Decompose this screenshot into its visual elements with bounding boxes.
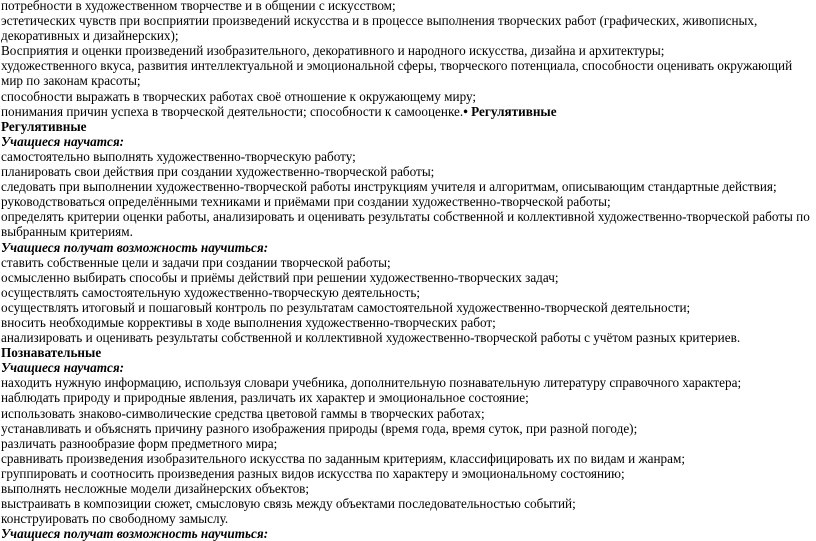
list-item: самостоятельно выполнять художественно-творческую работу; bbox=[1, 148, 356, 164]
list-item: вносить необходимые коррективы в ходе выполнения художественно-творческих работ; bbox=[1, 314, 496, 330]
subheading-opportunity: Учащиеся получат возможность научиться: bbox=[1, 526, 269, 541]
subheading-learn: Учащиеся научатся: bbox=[1, 360, 125, 376]
list-item: осуществлять итоговый и пошаговый контроль по результатам самостоятельной художественно-творческой деятельности; bbox=[1, 299, 691, 315]
section-heading-regulative: Регулятивные bbox=[1, 118, 87, 134]
text-fragment: понимания причин успеха в творческой деятельности; способности к самооценке. bbox=[1, 103, 464, 119]
text-line: способности выражать в творческих работах своё отношение к окружающему миру; bbox=[1, 88, 477, 104]
subheading-learn: Учащиеся научатся: bbox=[1, 133, 125, 149]
text-line: Восприятия и оценки произведений изобразительного, декоративного и народного искусства, дизайна и архитектуры; bbox=[1, 43, 665, 59]
text-line: потребности в художественном творчестве и в общении с искусством; bbox=[1, 0, 396, 13]
list-item: осуществлять самостоятельную художественно-творческую деятельность; bbox=[1, 284, 421, 300]
list-item: наблюдать природу и природные явления, различать их характер и эмоциональное состояние; bbox=[1, 390, 529, 406]
list-item: группировать и соотносить произведения разных видов искусства по характеру и эмоциональному состоянию; bbox=[1, 465, 625, 481]
list-item: конструировать по свободному замыслу. bbox=[1, 511, 229, 527]
list-item: выстраивать в композиции сюжет, смысловую связь между объектами последовательностью событий; bbox=[1, 496, 576, 512]
list-item: находить нужную информацию, используя словари учебника, дополнительную познавательную литературу справочного характера; bbox=[1, 375, 742, 391]
inline-heading: Регулятивные bbox=[467, 103, 557, 119]
list-item: планировать свои действия при создании художественно-творческой работы; bbox=[1, 164, 435, 180]
list-item: устанавливать и объяснять причину разного изображения природы (время года, время суток, при разной погоде); bbox=[1, 420, 638, 436]
list-item: анализировать и оценивать результаты собственной и коллективной художественно-творческой работы с учётом разных критериев. bbox=[1, 330, 741, 346]
document-page bbox=[1, 0, 813, 541]
list-item: сравнивать произведения изобразительного искусства по заданным критериям, классифицировать их по видам и жанрам; bbox=[1, 450, 685, 466]
text-line-with-inline-heading bbox=[1, 104, 813, 119]
list-item: выполнять несложные модели дизайнерских объектов; bbox=[1, 481, 310, 496]
list-item: определять критерии оценки работы, анализировать и оценивать результаты собственной и коллективной художественно-творческой работы по выбранным критериям. bbox=[1, 209, 810, 240]
subheading-opportunity: Учащиеся получат возможность научиться: bbox=[1, 239, 269, 255]
list-item: руководствоваться определёнными техниками и приёмами при создании художественно-творческой работы; bbox=[1, 194, 611, 210]
list-item: использовать знаково-символические средства цветовой гаммы в творческих работах; bbox=[1, 405, 485, 421]
list-item: различать разнообразие форм предметного мира; bbox=[1, 435, 278, 451]
text-line: художественного вкуса, развития интеллектуальной и эмоциональной сферы, творческого потенциала, способности оценивать окружающий мир по законам красоты; bbox=[1, 58, 793, 89]
text-line: эстетических чувств при восприятии произведений искусства и в процессе выполнения творческих работ (графических, живописных, декоративных и дизайнерских); bbox=[1, 13, 758, 44]
section-heading-cognitive: Познавательные bbox=[1, 345, 102, 361]
list-item: ставить собственные цели и задачи при создании творческой работы; bbox=[1, 254, 391, 270]
list-item: осмысленно выбирать способы и приёмы действий при решении художественно-творческих задач; bbox=[1, 269, 559, 285]
list-item: следовать при выполнении художественно-творческой работы инструкциям учителя и алгоритмам, описывающим стандартные действия; bbox=[1, 179, 777, 195]
bullet-icon: • bbox=[463, 103, 468, 119]
